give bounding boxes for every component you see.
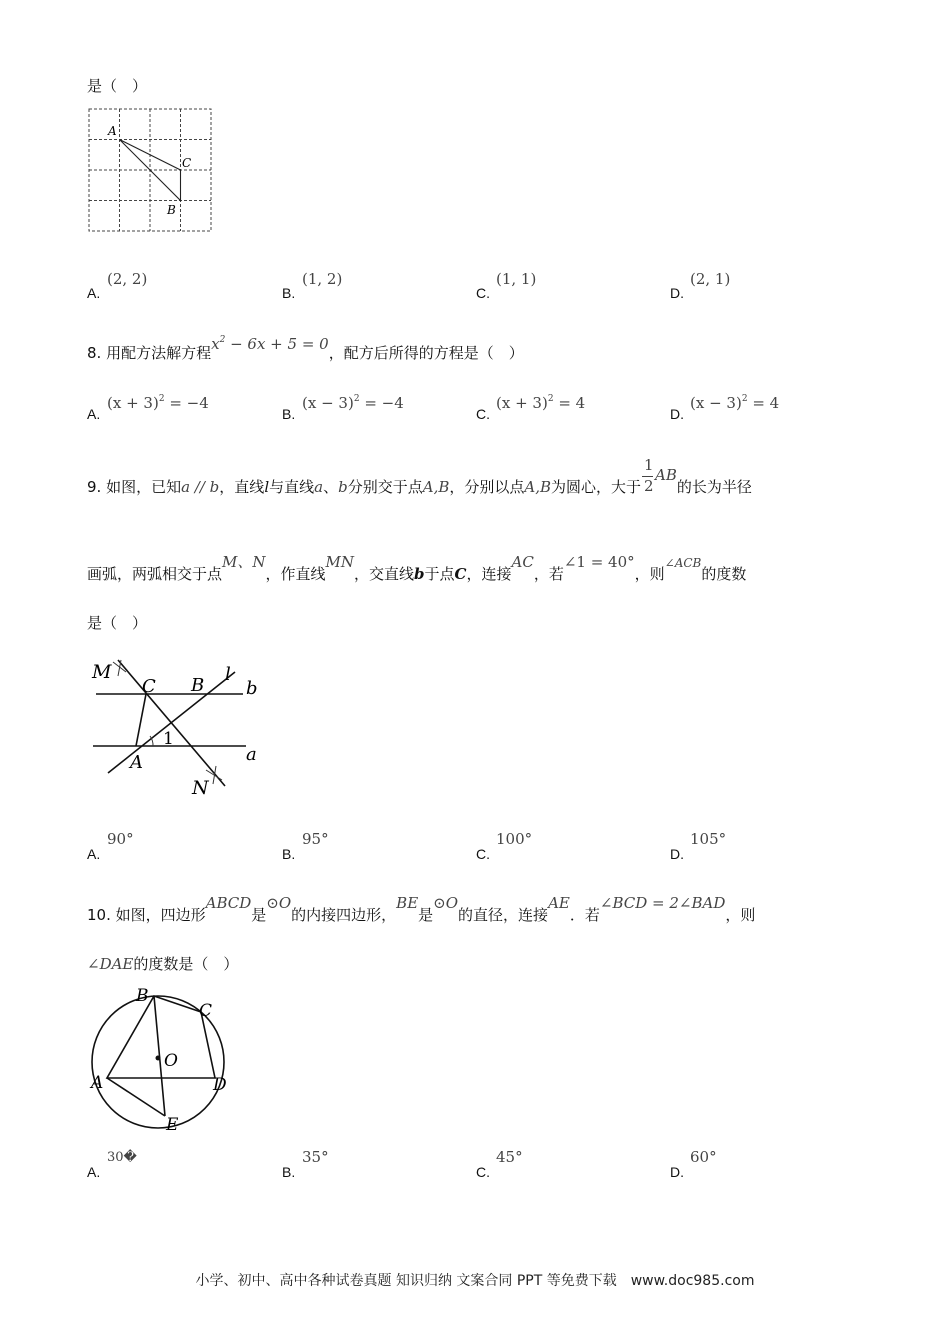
q10-option-d-value: 60° (690, 1148, 717, 1166)
q9-option-d-letter: D. (670, 846, 684, 862)
q10-center-point (156, 1056, 161, 1061)
q8-option-b-letter: B. (282, 406, 296, 422)
q9-fraction: $\frac{1}{2}$ (644, 456, 654, 495)
q10-label-a: A (91, 1073, 104, 1093)
q7-option-c-letter: C. (476, 285, 490, 301)
q10-option-d-letter: D. (670, 1164, 684, 1180)
q9-option-b-letter: B. (282, 846, 296, 862)
q7-option-d-letter: D. (670, 285, 684, 301)
q9-option-a-value: 90° (107, 830, 134, 848)
q8-option-d-letter: D. (670, 406, 684, 422)
q7-label-c: C (182, 156, 192, 170)
q10-label-c: C (199, 1001, 213, 1021)
q9-option-b-value: 95° (302, 830, 329, 848)
q10-label-d: D (213, 1075, 227, 1095)
q8-suffix: ，配方后所得的方程是（ ） (328, 344, 524, 362)
q7-option-b-letter: B. (282, 285, 296, 301)
q9-line-3: 是（ ） (87, 614, 148, 632)
q7-stem-end: 是（ ） (87, 77, 148, 95)
q8-equation: $x^2 - 6x + 5 = 0$ (211, 335, 329, 353)
q9-option-d-value: 105° (690, 830, 727, 848)
q8-option-c-letter: C. (476, 406, 490, 422)
q7-label-b: B (167, 203, 176, 217)
q7-grid-figure (85, 106, 220, 236)
q8-prefix: 8. 用配方法解方程 (87, 344, 212, 362)
q10-option-b-letter: B. (282, 1164, 296, 1180)
q10-option-a-value: 30� (107, 1150, 137, 1165)
q8-option-a-letter: A. (87, 406, 101, 422)
q10-option-b-value: 35° (302, 1148, 329, 1166)
q10-option-c-value: 45° (496, 1148, 523, 1166)
q7-option-a-value: (2, 2) (107, 270, 148, 288)
q10-option-c-letter: C. (476, 1164, 490, 1180)
q8-option-a-value: $(x + 3)^2 = -4$ (107, 394, 209, 412)
q9-label-n: N (192, 777, 209, 799)
q9-label-angle-1: 1 (163, 729, 174, 749)
q10-line-1: 10. 如图，四边形ABCD是⊙O的内接四边形，BE是⊙O的直径，连接AE．若∠BCD = 2∠BAD，则 (87, 894, 756, 924)
q10-label-o: O (164, 1051, 178, 1071)
q7-option-a-letter: A. (87, 285, 101, 301)
q9-label-l: l (225, 664, 231, 685)
q10-option-a-letter: A. (87, 1164, 101, 1180)
q10-label-b: B (136, 986, 149, 1006)
q7-option-d-value: (2, 1) (690, 270, 731, 288)
q9-label-b: B (191, 675, 205, 696)
q9-label-a: A (130, 752, 143, 773)
q8-option-b-value: $(x - 3)^2 = -4$ (302, 394, 404, 412)
q9-label-line-a: a (246, 744, 257, 765)
q9-option-c-letter: C. (476, 846, 490, 862)
q9-label-m: M (92, 661, 112, 683)
q7-label-a: A (108, 124, 117, 138)
q8-option-c-value: $(x + 3)^2 = 4$ (496, 394, 586, 412)
q10-label-e: E (166, 1115, 179, 1134)
q8-question (87, 335, 524, 366)
q9-option-a-letter: A. (87, 846, 101, 862)
q9-option-c-value: 100° (496, 830, 533, 848)
q10-circle-figure (88, 982, 238, 1134)
page-footer: 小学、初中、高中各种试卷真题 知识归纳 文案合同 PPT 等免费下载 www.doc985.com (195, 1273, 755, 1289)
q10-line-2: ∠DAE的度数是（ ） (87, 955, 239, 973)
q9-label-line-b: b (246, 678, 258, 699)
q7-option-c-value: (1, 1) (496, 270, 537, 288)
q9-line-2: 画弧，两弧相交于点M、N，作直线MN，交直线b于点C，连接AC，若∠1 = 40°，则$^{\angle ACB}$的度数 (87, 553, 747, 583)
q9-parallel-lines-figure (88, 652, 268, 802)
q9-line-1: 9. 如图，已知a // b，直线l与直线a、b分别交于点A,B，分别以点A,B为圆心，大于 $\frac{1}{2}$ AB的长为半径 (87, 456, 752, 496)
q7-option-b-value: (1, 2) (302, 270, 343, 288)
q8-option-d-value: $(x - 3)^2 = 4$ (690, 394, 780, 412)
q9-label-c: C (142, 676, 156, 697)
